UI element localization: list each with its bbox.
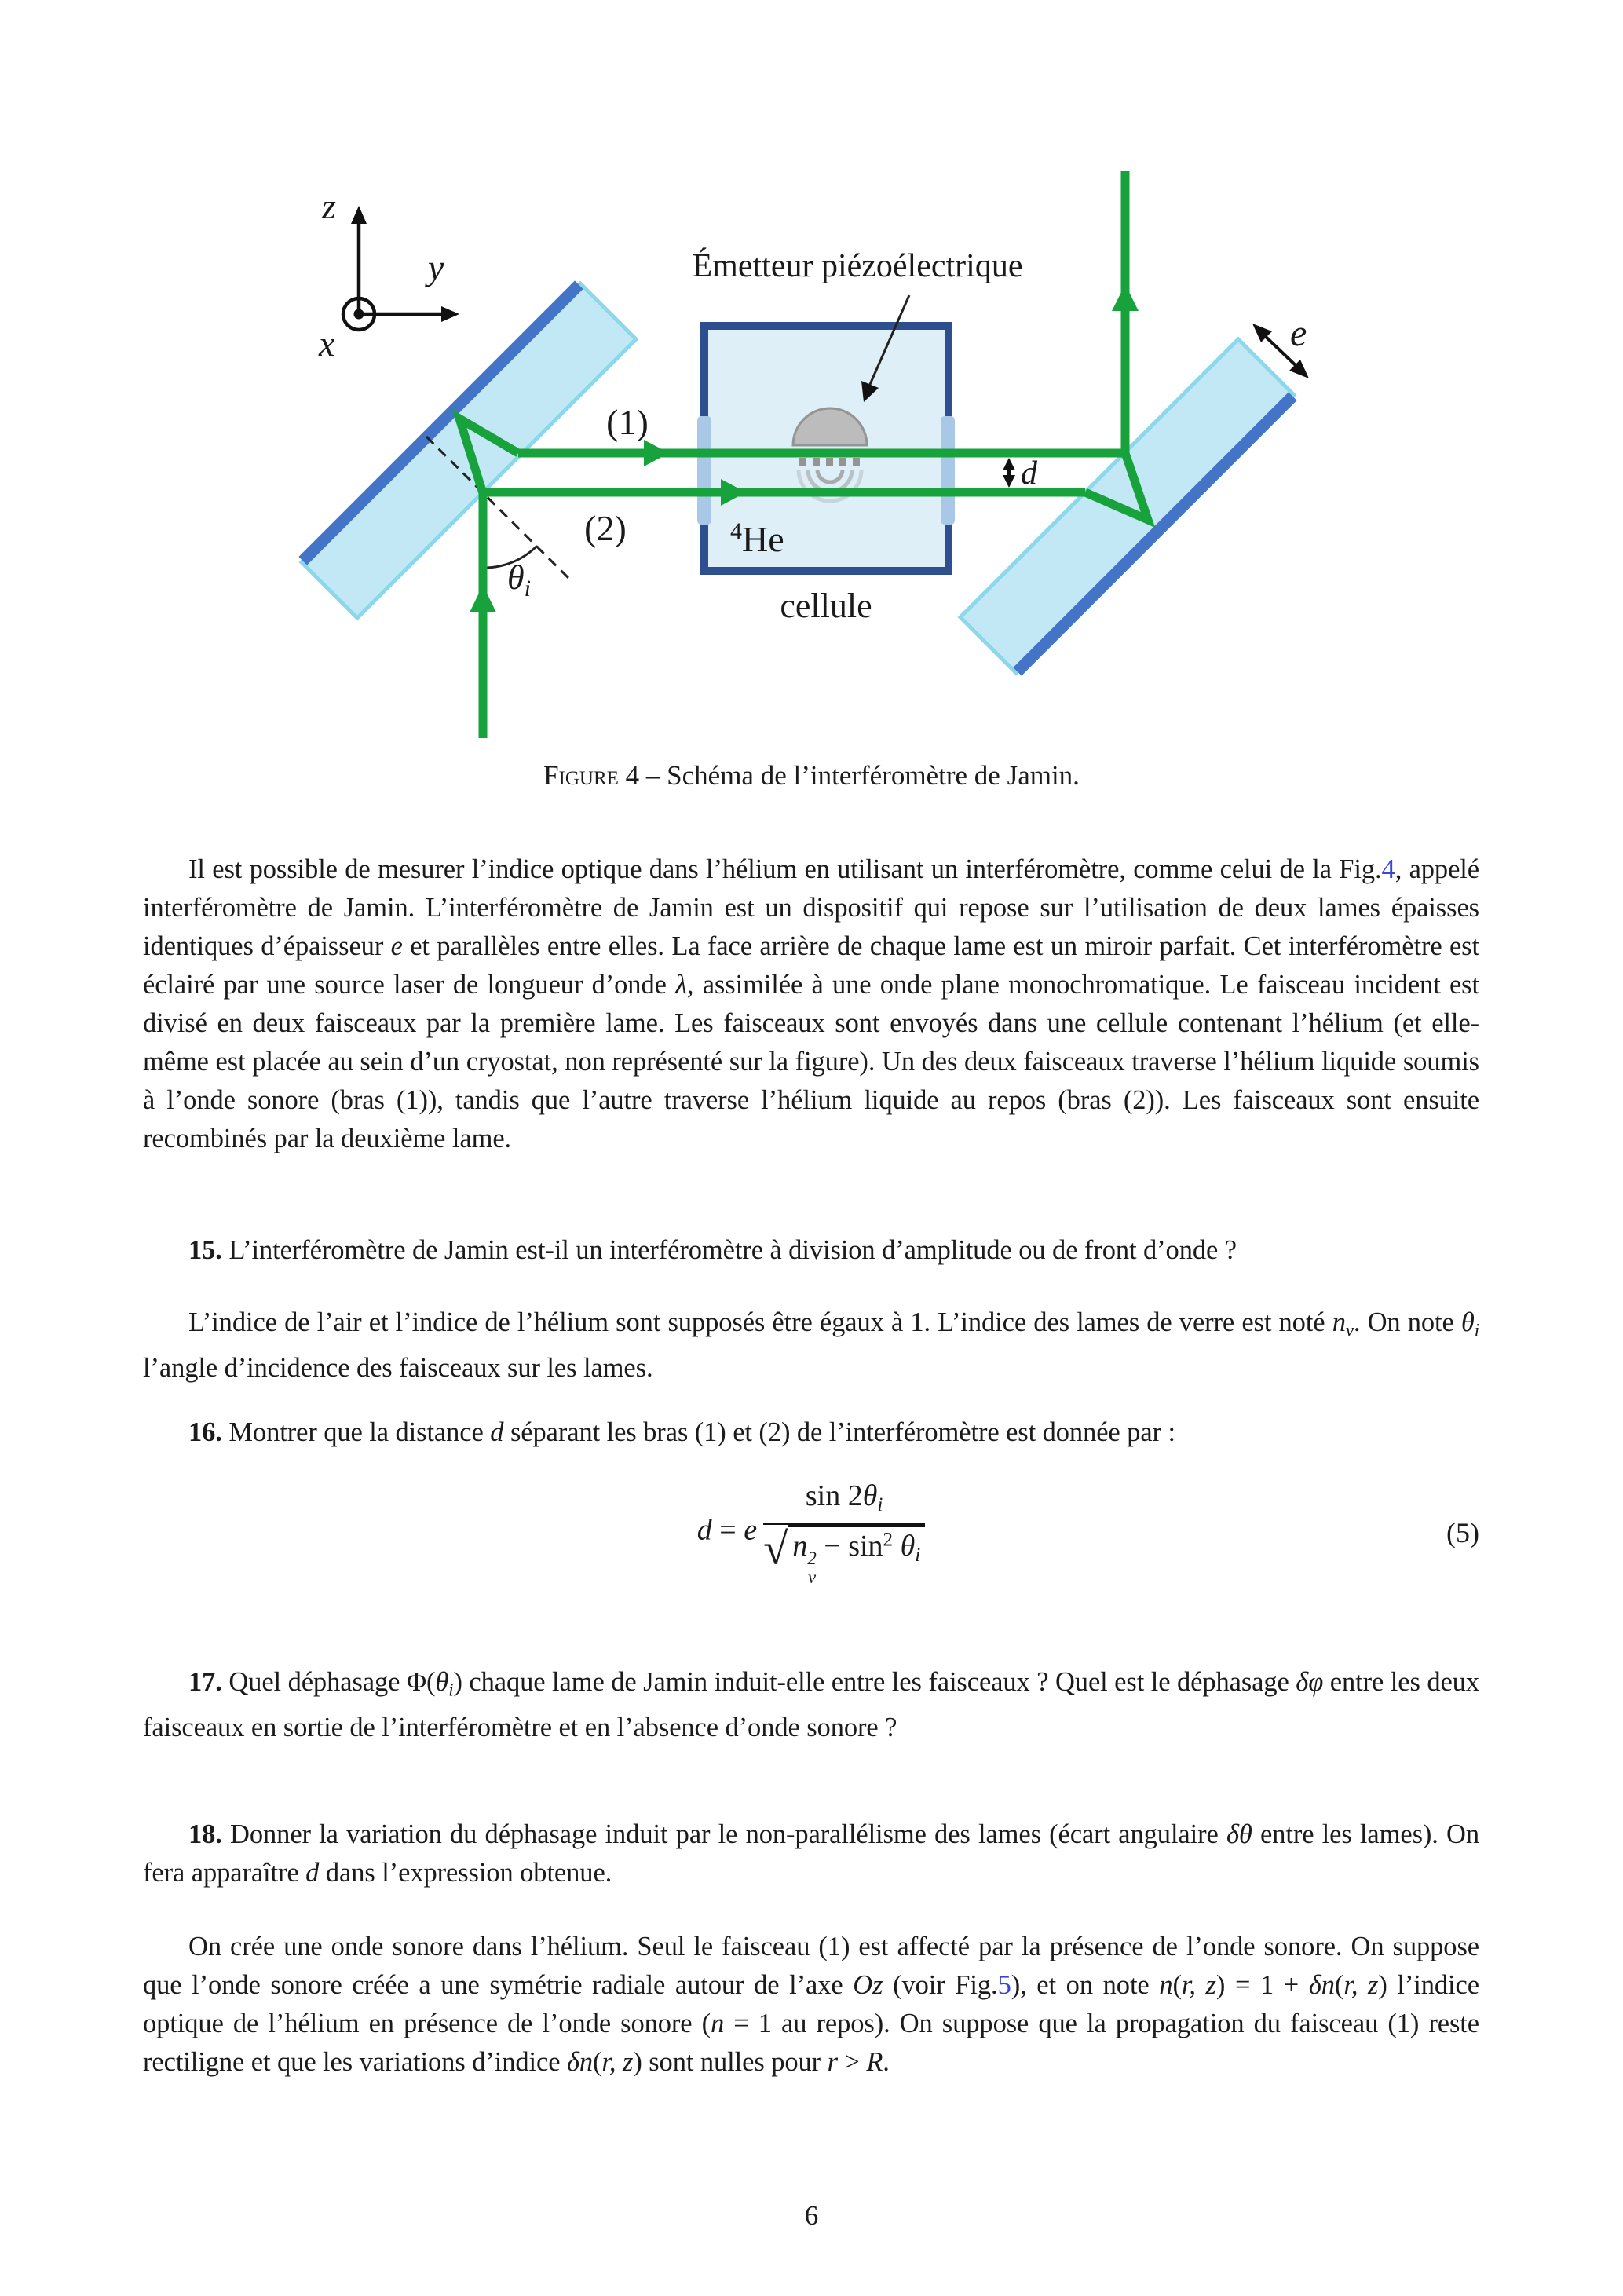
figure-ref-link[interactable]: 5 — [997, 1970, 1011, 2000]
equation-number: (5) — [1446, 1517, 1479, 1548]
text-run: n — [1332, 1307, 1346, 1337]
text-run: L’interféromètre de Jamin est-il un interféromètre à division d’amplitude ou de front d’onde ? — [221, 1235, 1237, 1265]
n-var: n — [792, 1530, 808, 1563]
text-run: l’angle d’incidence des faisceaux sur les lames. — [143, 1353, 653, 1384]
text-run: 18. — [188, 1819, 222, 1849]
text-run: R — [866, 2047, 883, 2077]
eq-fraction — [763, 1479, 925, 1586]
eq-radicand — [788, 1525, 925, 1587]
theta-sub-2: i — [915, 1545, 921, 1567]
text-run: Quel déphasage Φ( — [221, 1667, 436, 1697]
text-run: ) sont nulles pour — [633, 2047, 828, 2077]
text-run: ( — [1172, 1970, 1182, 2000]
text-run: entre les deux faisceaux en sortie de l’interféromètre et en l’absence d’onde sonore ? — [143, 1667, 1479, 1743]
text-run: Montrer que la distance — [221, 1417, 491, 1447]
text-run: On crée une onde sonore dans l’hélium. Seul le faisceau (1) est affecté par la présence de l’onde sonore. On suppose que l’onde sonore créée a une symétrie radiale autour de l’axe — [143, 1932, 1479, 2000]
text-run: 16. — [188, 1417, 222, 1447]
text-run: n — [1159, 1970, 1173, 2000]
text-run: d — [490, 1417, 504, 1447]
n-sup-sub — [807, 1549, 816, 1587]
e-label: e — [1290, 313, 1307, 354]
text-run: i — [1474, 1320, 1479, 1340]
text-run: séparant les bras (1) et (2) de l’interféromètre est donnée par : — [503, 1417, 1175, 1447]
text-run: δφ — [1296, 1667, 1324, 1697]
theta-var: θ — [862, 1479, 878, 1513]
cell-window-right — [941, 416, 955, 525]
eq-rel: = — [711, 1513, 744, 1547]
beam-1-label: (1) — [606, 402, 649, 442]
text-run: θ — [435, 1667, 449, 1697]
text-run: Donner la variation du déphasage induit par le non-parallélisme des lames (écart angulaire — [221, 1819, 1226, 1849]
text-run: , assimilée à une onde plane monochromatique. Le faisceau incident est divisé en deux faisceaux par la première lame. Les faisceaux sont envoyés dans une cellule contenant l’hélium (et elle-même est placée au sein d’un cryostat, non représenté sur la figure). Un des deux faisceaux traverse l’hélium liquide soumis à l’onde sonore (bras (1)), tandis que l’autre traverse l’hélium liquide au repos (bras (2)). Les faisceaux sont ensuite recombinés par la deuxième lame. — [143, 970, 1479, 1153]
n-sup: 2 — [807, 1548, 817, 1568]
page-number: 6 — [804, 2200, 819, 2231]
paragraph-intro — [143, 850, 1479, 1158]
eq-lhs: d — [696, 1513, 712, 1547]
text-run: > — [837, 2047, 867, 2077]
d-measure-arrow-up — [1003, 458, 1015, 470]
text-run: ( — [593, 2047, 602, 2077]
eq-denominator — [763, 1525, 925, 1586]
text-run: (voir Fig. — [883, 1970, 998, 2000]
text-run: r, z — [1181, 1970, 1216, 2000]
figure-4-diagram — [0, 71, 1623, 754]
question-17 — [143, 1663, 1479, 1747]
paragraph-indices — [143, 1303, 1479, 1387]
figure-caption — [0, 760, 1623, 792]
text-run: n — [711, 2009, 725, 2038]
text-run: δn — [1308, 1970, 1335, 2000]
arrowhead-output — [1112, 284, 1139, 311]
emitter-label: Émetteur piézoélectrique — [692, 248, 1023, 284]
text-run: δn — [566, 2047, 594, 2077]
text-run: . — [883, 2047, 890, 2077]
text-run: θ — [1460, 1307, 1475, 1337]
sin-function: sin 2 — [805, 1479, 863, 1513]
d-measure-arrow-down — [1003, 475, 1015, 488]
text-run: dans l’expression obtenue. — [319, 1858, 612, 1888]
z-axis-arrowhead — [351, 206, 367, 224]
cell-window-left — [697, 416, 711, 525]
text-run: ) = 1 + — [1215, 1970, 1309, 2000]
text-run: Figure — [543, 760, 619, 791]
sqrt-symbol: √ — [763, 1524, 788, 1574]
text-run: i — [448, 1680, 454, 1700]
text-run: Il est possible de mesurer l’indice optique dans l’hélium en utilisant un interféromètre, comme celui de la Fig. — [188, 854, 1382, 884]
text-run: d — [305, 1858, 320, 1888]
text-run: 4 – Schéma de l’interféromètre de Jamin. — [618, 760, 1080, 791]
text-run: 17. — [188, 1667, 222, 1697]
y-axis-arrowhead — [441, 306, 459, 322]
text-run: r, z — [601, 2047, 634, 2077]
d-label: d — [1021, 455, 1037, 492]
text-run: δθ — [1226, 1819, 1252, 1849]
equation-5 — [143, 1479, 1479, 1587]
equation-body — [697, 1479, 925, 1586]
text-run: r, z — [1343, 1970, 1379, 2000]
theta-sub: i — [877, 1494, 883, 1516]
text-run: . On note — [1353, 1307, 1461, 1337]
text-run: et parallèles entre elles. La face arrière de chaque lame est un miroir parfait. Cet interféromètre est éclairé par une source laser de longueur d’onde — [143, 931, 1479, 1000]
text-run: ) l’indice optique de l’hélium en présence de l’onde sonore ( — [143, 1970, 1479, 2038]
text-run: entre les lames). On fera apparaître — [143, 1819, 1479, 1888]
text-run: ( — [1334, 1970, 1344, 2000]
arrowhead-beam-1 — [644, 440, 669, 466]
eq-numerator — [763, 1479, 925, 1525]
x-axis-label: x — [319, 324, 335, 364]
text-run: λ — [675, 970, 687, 1000]
theta-i-label: $\theta_i$ — [507, 558, 531, 601]
text-run: = 1 au repos). On suppose que la propagation du faisceau (1) reste rectiligne et que les variations d’indice — [143, 2009, 1479, 2077]
question-16 — [143, 1413, 1479, 1452]
text-run: , appelé interféromètre de Jamin. L’interféromètre de Jamin est un dispositif qui repose sur l’utilisation de deux lames épaisses identiques d’épaisseur — [143, 854, 1479, 961]
text-run: r — [827, 2047, 838, 2077]
text-run: v — [1345, 1320, 1354, 1340]
sin-term: − sin — [816, 1530, 883, 1563]
text-run: Oz — [853, 1970, 883, 2000]
text-run: ) chaque lame de Jamin induit-elle entre les faisceaux ? Quel est le déphasage — [453, 1667, 1296, 1697]
eq-coeff: e — [744, 1513, 758, 1547]
theta-var-2: θ — [900, 1530, 916, 1563]
figure-ref-link[interactable]: 4 — [1381, 854, 1395, 884]
z-axis-label: z — [322, 186, 336, 226]
text-run: L’indice de l’air et l’indice de l’hélium sont supposés être égaux à 1. L’indice des lames de verre est noté — [188, 1307, 1332, 1337]
sin-sup: 2 — [883, 1529, 894, 1551]
arrowhead-incident — [470, 585, 496, 612]
x-axis-dot — [354, 309, 364, 320]
question-18 — [143, 1815, 1479, 1892]
paragraph-sound-wave — [143, 1928, 1479, 2082]
helium-4-label: $^4$He — [730, 518, 784, 559]
beam-2-label: (2) — [584, 508, 627, 548]
cell-label: cellule — [780, 587, 872, 625]
text-run: 15. — [188, 1235, 222, 1265]
question-15 — [143, 1231, 1479, 1270]
n-sub: v — [808, 1567, 817, 1587]
text-run: e — [390, 931, 403, 961]
text-run: ), et on note — [1011, 1970, 1160, 2000]
y-axis-label: y — [428, 247, 444, 287]
